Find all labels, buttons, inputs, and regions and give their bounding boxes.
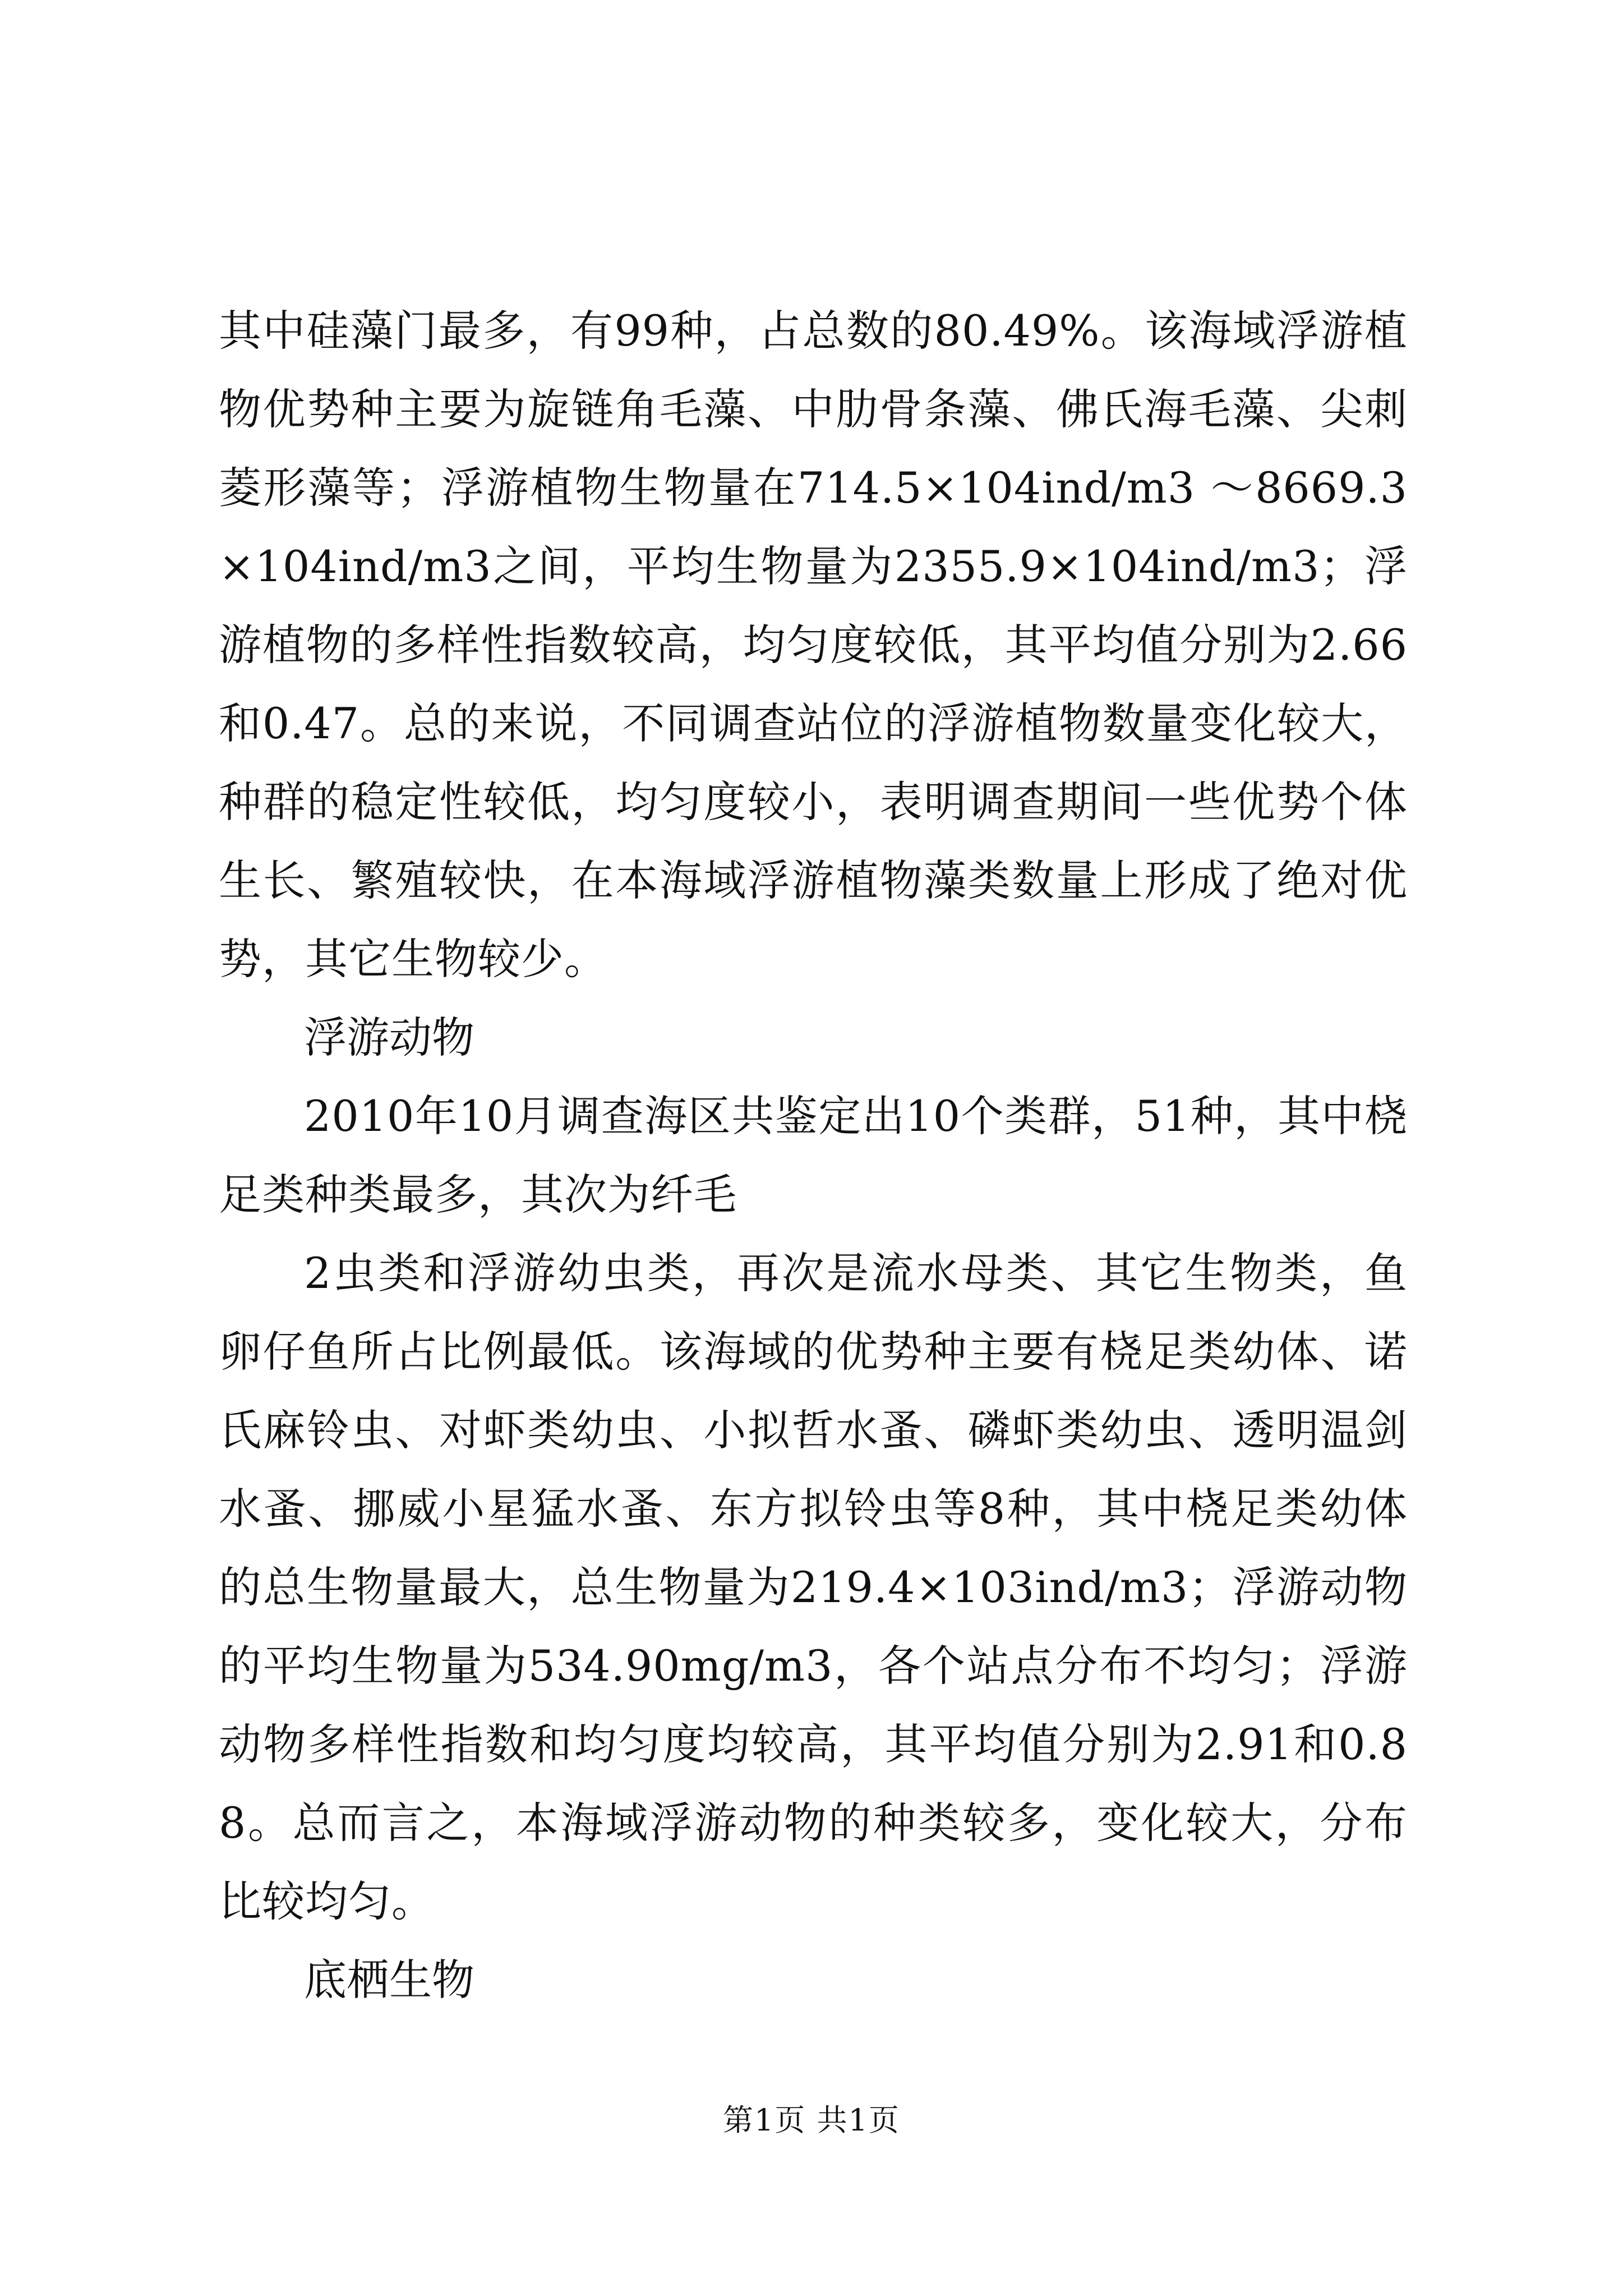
paragraph-zooplankton-detail: 2虫类和浮游幼虫类，再次是流水母类、其它生物类，鱼卵仔鱼所占比例最低。该海域的优势种主要有桡足类幼体、诺氏麻铃虫、对虾类幼虫、小拟哲水蚤、磷虾类幼虫、透明温剑水蚤、挪威小星猛水蚤、东方拟铃虫等8种，其中桡足类幼体的总生物量最大，总生物量为219.4×103ind/m3；浮游动物的平均生物量为534.90mg/m3，各个站点分布不均匀；浮游动物多样性指数和均匀度均较高，其平均值分别为2.91和0.88。总而言之，本海域浮游动物的种类较多，变化较大，分布比较均匀。 — [219, 1248, 1408, 1926]
section-heading-zooplankton: 浮游动物 — [304, 1013, 474, 1062]
page-footer: 第1页 共1页 — [723, 2102, 900, 2138]
paragraph-phytoplankton-summary: 其中硅藻门最多，有99种，占总数的80.49%。该海域浮游植物优势种主要为旋链角毛藻、中肋骨条藻、佛氏海毛藻、尖刺菱形藻等；浮游植物生物量在714.5×104ind/m3 ～8669.3×104ind/m3之间，平均生物量为2355.9×104ind/m3；浮游植物的多样性指数较高，均匀度较低，其平均值分别为2.66和0.47。总的来说，不同调查站位的浮游植物数量变化较大，种群的稳定性较低，均匀度较小，表明调查期间一些优势个体生长、繁殖较快，在本海域浮游植物藻类数量上形成了绝对优势，其它生物较少。 — [219, 306, 1408, 984]
document-body — [219, 292, 1408, 2019]
section-heading-benthos: 底栖生物 — [304, 1955, 474, 2005]
paragraph-zooplankton-intro: 2010年10月调查海区共鉴定出10个类群，51种，其中桡足类种类最多，其次为纤毛 — [219, 1091, 1408, 1220]
